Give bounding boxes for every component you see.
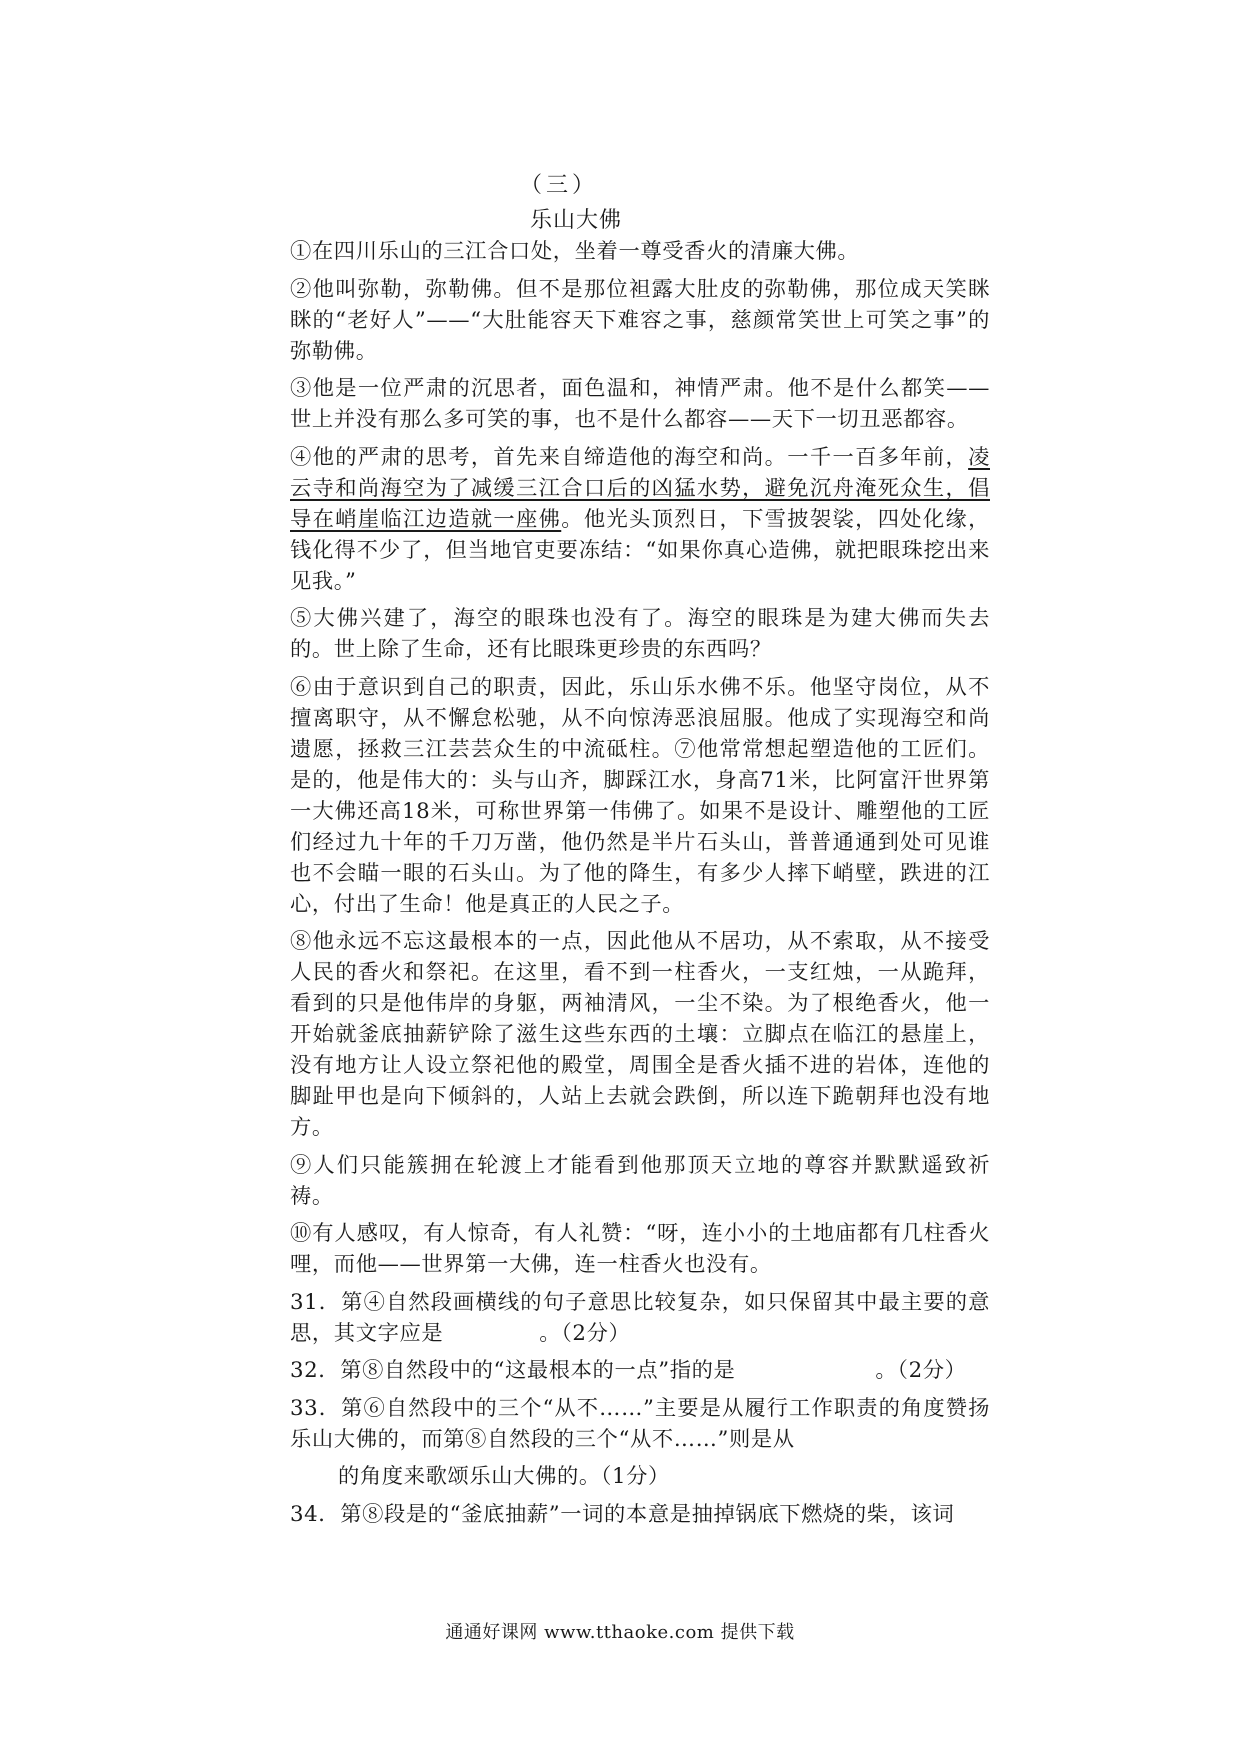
question-31 bbox=[290, 1287, 990, 1349]
paragraph-1: ①在四川乐山的三江合口处，坐着一尊受香火的清廉大佛。 bbox=[290, 239, 860, 264]
underlined-sentence: 凌云寺和尚海空为了减缓三江合口后的凶猛水势，避免沉舟淹死众生，倡导在峭崖临江边造就一座佛 bbox=[290, 444, 990, 532]
section-number: （三） bbox=[520, 173, 599, 198]
paragraph-9: ⑨人们只能簇拥在轮渡上才能看到他那顶天立地的尊容并默默遥致祈祷。 bbox=[290, 1152, 990, 1209]
question-32-score: 。（2分） bbox=[875, 1358, 967, 1383]
question-34: 34．第⑧段是的“釜底抽薪”一词的本意是抽掉锅底下燃烧的柴，该词 bbox=[290, 1501, 955, 1527]
question-31-score: 。（2分） bbox=[539, 1320, 631, 1346]
paragraph-4-start: ④他的严肃的思考，首先来自缔造他的海空和尚。一千一百多年前， bbox=[290, 444, 969, 470]
paragraph-2: ②他叫弥勒，弥勒佛。但不是那位袒露大肚皮的弥勒佛，那位成天笑眯眯的“老好人”——“大肚能容天下难容之事，慈颜常笑世上可笑之事”的弥勒佛。 bbox=[290, 276, 990, 364]
article-body bbox=[290, 236, 990, 1536]
paragraph-6: ⑥由于意识到自己的职责，因此，乐山乐水佛不乐。他坚守岗位，从不擅离职守，从不懈怠松驰，从不向惊涛恶浪屈服。他成了实现海空和尚遗愿，拯救三江芸芸众生的中流砥柱。⑦他常常想起塑造他的工匠们。是的，他是伟大的：头与山齐，脚踩江水，身高71米，比阿富汗世界第一大佛还高18米，可称世界第一伟佛了。如果不是设计、雕塑他的工匠们经过九十年的千刀万凿，他仍然是半片石头山，普普通通到处可见谁也不会瞄一眼的石头山。为了他的降生，有多少人摔下峭壁，跌进的江心，付出了生命！他是真正的人民之子。 bbox=[290, 674, 990, 917]
question-31-text: 31．第④自然段画横线的句子意思比较复杂，如只保留其中最主要的意思，其文字应是 bbox=[290, 1289, 990, 1346]
paragraph-3: ③他是一位严肃的沉思者，面色温和，神情严肃。他不是什么都笑——世上并没有那么多可笑的事，也不是什么都容——天下一切丑恶都容。 bbox=[290, 376, 990, 432]
article-title: 乐山大佛 bbox=[530, 208, 623, 233]
paragraph-5: ⑤大佛兴建了，海空的眼珠也没有了。海空的眼珠是为建大佛而失去的。世上除了生命，还有比眼珠更珍贵的东西吗？ bbox=[290, 606, 990, 662]
paragraph-4 bbox=[290, 442, 990, 597]
paragraph-10: ⑩有人感叹，有人惊奇，有人礼赞：“呀，连小小的土地庙都有几柱香火哩，而他——世界第一大佛，连一柱香火也没有。 bbox=[290, 1221, 990, 1277]
paragraph-4-end: 。他光头顶烈日，下雪披袈裟，四处化缘，钱化得不少了，但当地官吏要冻结：“如果你真心造佛，就把眼珠挖出来见我。” bbox=[290, 506, 991, 594]
question-33-continuation: 的角度来歌颂乐山大佛的。（1分） bbox=[338, 1464, 670, 1489]
question-32-text: 32．第⑧自然段中的“这最根本的一点”指的是 bbox=[290, 1358, 736, 1383]
question-32 bbox=[290, 1355, 990, 1386]
paragraph-8: ⑧他永远不忘这最根本的一点，因此他从不居功，从不索取，从不接受人民的香火和祭祀。在这里，看不到一柱香火，一支红烛，一从跪拜，看到的只是他伟岸的身躯，两袖清风，一尘不染。为了根绝香火，他一开始就釜底抽薪铲除了滋生这些东西的土壤：立脚点在临江的悬崖上，没有地方让人设立祭祀他的殿堂，周围全是香火插不进的岩体，连他的脚趾甲也是向下倾斜的，人站上去就会跌倒，所以连下跪朝拜也没有地方。 bbox=[290, 929, 990, 1140]
page-footer: 通通好课网 www.tthaoke.com 提供下载 bbox=[445, 1622, 795, 1643]
question-33: 33．第⑥自然段中的三个“从不……”主要是从履行工作职责的角度赞扬乐山大佛的，而第⑧自然段的三个“从不……”则是从 bbox=[290, 1395, 990, 1452]
